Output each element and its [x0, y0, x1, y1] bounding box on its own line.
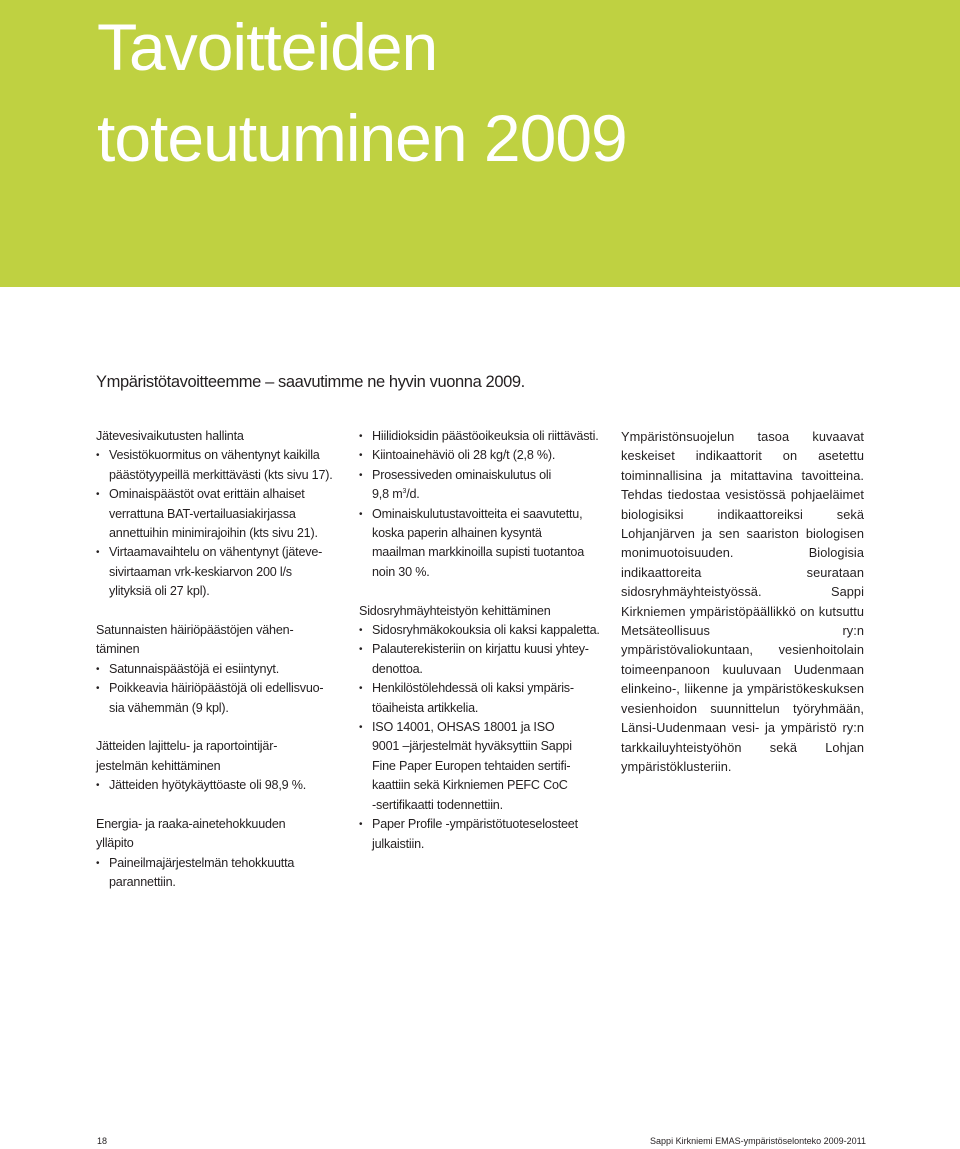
list-item: • Palauterekisteriin on kirjattu kuusi yhtey- denottoa. [359, 640, 613, 679]
section-heading: Jätevesivaikutusten hallinta [96, 429, 244, 443]
column-right [621, 427, 864, 776]
superscript: 3 [402, 488, 407, 496]
list-item: • ISO 14001, OHSAS 18001 ja ISO 9001 –järjestelmät hyväksyttiin Sappi Fine Paper Europen tehtaiden sertifi- kaattiin sekä Kirkniemen PEFC CoC -sertifikaatti todennettiin. [359, 718, 613, 815]
bullet-list [96, 446, 336, 601]
list-item: • Kiintoainehäviö oli 28 kg/t (2,8 %). [359, 446, 613, 465]
intro-text: Ympäristötavoitteemme – saavutimme ne hyvin vuonna 2009. [96, 373, 525, 391]
bullet-list [96, 776, 336, 795]
column-middle [359, 427, 613, 854]
list-item: • Jätteiden hyötykäyttöaste oli 98,9 %. [96, 776, 336, 795]
paragraph: Ympäristönsuojelun tasoa kuvaavat keskeiset indikaattorit on asetettu toiminnallisina ja mitattavina tavoitteina. Tehdas tiedostaa vesistössä pohjaeläimet biologisiksi indikaattoreiksi sekä Lohjanjärven ja sen saariston biologisen monimuotoisuuden. Biologisia indikaattoreita seurataan sidosryhmäyhteistyössä. Sappi Kirkniemen ympäristöpäällikkö on kutsuttu Metsäteollisuus ry:n ympäristövaliokuntaan, vesienhoitolain toimeenpanoon kuuluvaan Uudenmaan elinkeino-, liikenne ja ympäristökeskuksen vesienhoidon suunnittelun työryhmään, Länsi-Uudenmaan vesi- ja ympäristö ry:n tarkkailuyhteistyöhön sekä Lohjan ympäristöklusteriin. [621, 429, 864, 774]
bullet-list [359, 427, 613, 582]
list-item: • Virtaamavaihtelu on vähentynyt (jäteve- sivirtaaman vrk-keskiarvon 200 l/s ylityksiä oli 27 kpl). [96, 543, 336, 601]
publication-name: Sappi Kirkniemi EMAS-ympäristöselonteko 2009-2011 [650, 1136, 866, 1146]
bullet-list [96, 660, 336, 718]
list-item: • Satunnaispäästöjä ei esiintynyt. [96, 660, 336, 679]
list-item: • Hiilidioksidin päästöoikeuksia oli riittävästi. [359, 427, 613, 446]
list-item: • Sidosryhmäkokouksia oli kaksi kappaletta. [359, 621, 613, 640]
title-line-2: toteutuminen 2009 [97, 101, 627, 175]
section-heading: Sidosryhmäyhteistyön kehittäminen [359, 603, 551, 618]
list-item: • Vesistökuormitus on vähentynyt kaikilla päästötyypeillä merkittävästi (kts sivu 17). [96, 446, 336, 485]
section-heading: Energia- ja raaka-ainetehokkuuden ylläpito [96, 817, 286, 851]
section-heading: Jätteiden lajittelu- ja raportointijär- jestelmän kehittäminen [96, 739, 278, 773]
list-item [359, 466, 613, 505]
list-item: • Poikkeavia häiriöpäästöjä oli edellisvuo- sia vähemmän (9 kpl). [96, 679, 336, 718]
list-item: • Ominaispäästöt ovat erittäin alhaiset verrattuna BAT-vertailuasiakirjassa annettuihin minimirajoihin (kts sivu 21). [96, 485, 336, 543]
section-heading: Satunnaisten häiriöpäästöjen vähen- täminen [96, 623, 294, 657]
column-left [96, 427, 336, 893]
page-title [97, 2, 627, 184]
list-item: • Ominaiskulutustavoitteita ei saavutettu, koska paperin alhainen kysyntä maailman markkinoilla supisti tuotantoa noin 30 %. [359, 505, 613, 583]
bullet-list [96, 854, 336, 893]
bullet-list [359, 621, 613, 854]
list-item: • Paineilmajärjestelmän tehokkuutta parannettiin. [96, 854, 336, 893]
page-number: 18 [97, 1136, 108, 1146]
title-line-1: Tavoitteiden [97, 10, 438, 84]
list-item: • Henkilöstölehdessä oli kaksi ympäris- töaiheista artikkelia. [359, 679, 613, 718]
list-item-text: /d. [406, 487, 420, 502]
list-item-text: Prosessiveden ominaiskulutus oli 9,8 m [372, 467, 552, 502]
list-item: • Paper Profile -ympäristötuoteselosteet julkaistiin. [359, 815, 613, 854]
